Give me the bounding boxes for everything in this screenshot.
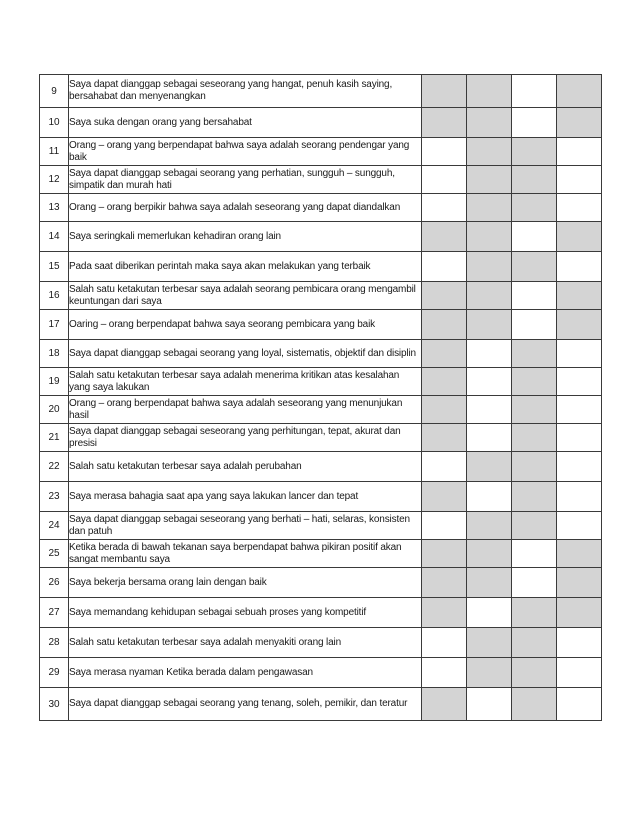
answer-cell-1[interactable] <box>422 452 467 482</box>
table-row <box>40 340 602 368</box>
answer-cell-3[interactable] <box>512 108 557 138</box>
answer-cell-2 <box>467 108 512 138</box>
answer-cell-3[interactable] <box>512 568 557 598</box>
answer-cell-2 <box>467 75 512 108</box>
row-number: 26 <box>40 568 69 598</box>
answer-cell-4[interactable] <box>557 452 602 482</box>
answer-cell-3[interactable] <box>512 282 557 310</box>
statement-text: Saya seringkali memerlukan kehadiran orang lain <box>69 222 422 252</box>
answer-cell-4[interactable] <box>557 688 602 721</box>
table-row <box>40 540 602 568</box>
table-row <box>40 194 602 222</box>
answer-cell-2 <box>467 310 512 340</box>
table-row <box>40 482 602 512</box>
answer-cell-4[interactable] <box>557 368 602 396</box>
answer-cell-4[interactable] <box>557 252 602 282</box>
answer-cell-4[interactable] <box>557 628 602 658</box>
row-number: 14 <box>40 222 69 252</box>
table-row <box>40 512 602 540</box>
answer-cell-4[interactable] <box>557 658 602 688</box>
answer-cell-4[interactable] <box>557 396 602 424</box>
answer-cell-2 <box>467 252 512 282</box>
answer-cell-3 <box>512 424 557 452</box>
answer-cell-1 <box>422 340 467 368</box>
answer-cell-2[interactable] <box>467 482 512 512</box>
answer-cell-4 <box>557 222 602 252</box>
statement-text: Orang – orang berpendapat bahwa saya adalah seseorang yang menunjukan hasil <box>69 396 422 424</box>
table-row <box>40 688 602 721</box>
statement-text: Orang – orang yang berpendapat bahwa saya adalah seorang pendengar yang baik <box>69 138 422 166</box>
statement-text: Saya dapat dianggap sebagai seorang yang perhatian, sungguh – sungguh, simpatik dan murah hati <box>69 166 422 194</box>
answer-cell-1 <box>422 688 467 721</box>
row-number: 20 <box>40 396 69 424</box>
row-number: 29 <box>40 658 69 688</box>
row-number: 10 <box>40 108 69 138</box>
answer-cell-3 <box>512 512 557 540</box>
row-number: 30 <box>40 688 69 721</box>
answer-cell-4[interactable] <box>557 138 602 166</box>
answer-cell-2 <box>467 568 512 598</box>
table-row <box>40 75 602 108</box>
answer-cell-2 <box>467 452 512 482</box>
statement-text: Saya merasa nyaman Ketika berada dalam pengawasan <box>69 658 422 688</box>
row-number: 19 <box>40 368 69 396</box>
table-row <box>40 108 602 138</box>
table-row <box>40 628 602 658</box>
answer-cell-3 <box>512 166 557 194</box>
table-row <box>40 424 602 452</box>
questionnaire-body <box>40 75 602 721</box>
statement-text: Saya dapat dianggap sebagai seseorang yang perhitungan, tepat, akurat dan presisi <box>69 424 422 452</box>
answer-cell-1 <box>422 598 467 628</box>
answer-cell-1[interactable] <box>422 166 467 194</box>
row-number: 15 <box>40 252 69 282</box>
statement-text: Salah satu ketakutan terbesar saya adalah seorang pembicara orang mengambil keuntungan dari saya <box>69 282 422 310</box>
statement-text: Saya dapat dianggap sebagai seseorang yang berhati – hati, selaras, konsisten dan patuh <box>69 512 422 540</box>
row-number: 21 <box>40 424 69 452</box>
statement-text: Saya dapat dianggap sebagai seorang yang loyal, sistematis, objektif dan disiplin <box>69 340 422 368</box>
answer-cell-1[interactable] <box>422 512 467 540</box>
row-number: 28 <box>40 628 69 658</box>
table-row <box>40 368 602 396</box>
row-number: 25 <box>40 540 69 568</box>
row-number: 18 <box>40 340 69 368</box>
answer-cell-4 <box>557 540 602 568</box>
answer-cell-1 <box>422 310 467 340</box>
answer-cell-2[interactable] <box>467 424 512 452</box>
statement-text: Oaring – orang berpendapat bahwa saya seorang pembicara yang baik <box>69 310 422 340</box>
row-number: 27 <box>40 598 69 628</box>
statement-text: Saya dapat dianggap sebagai seseorang yang hangat, penuh kasih saying, bersahabat dan menyenangkan <box>69 75 422 108</box>
answer-cell-4 <box>557 75 602 108</box>
statement-text: Pada saat diberikan perintah maka saya akan melakukan yang terbaik <box>69 252 422 282</box>
answer-cell-3 <box>512 340 557 368</box>
answer-cell-1 <box>422 108 467 138</box>
answer-cell-3 <box>512 138 557 166</box>
answer-cell-2 <box>467 540 512 568</box>
answer-cell-3 <box>512 628 557 658</box>
answer-cell-2[interactable] <box>467 368 512 396</box>
answer-cell-2 <box>467 658 512 688</box>
table-row <box>40 310 602 340</box>
answer-cell-2[interactable] <box>467 340 512 368</box>
answer-cell-2[interactable] <box>467 396 512 424</box>
answer-cell-1 <box>422 396 467 424</box>
answer-cell-2[interactable] <box>467 598 512 628</box>
statement-text: Salah satu ketakutan terbesar saya adalah menyakiti orang lain <box>69 628 422 658</box>
answer-cell-3 <box>512 452 557 482</box>
answer-cell-1[interactable] <box>422 252 467 282</box>
answer-cell-2 <box>467 282 512 310</box>
answer-cell-2[interactable] <box>467 688 512 721</box>
answer-cell-2 <box>467 512 512 540</box>
answer-cell-1 <box>422 424 467 452</box>
statement-text: Salah satu ketakutan terbesar saya adalah perubahan <box>69 452 422 482</box>
row-number: 17 <box>40 310 69 340</box>
answer-cell-4 <box>557 282 602 310</box>
answer-cell-1 <box>422 282 467 310</box>
row-number: 24 <box>40 512 69 540</box>
row-number: 23 <box>40 482 69 512</box>
answer-cell-3 <box>512 368 557 396</box>
answer-cell-3 <box>512 482 557 512</box>
answer-cell-3[interactable] <box>512 75 557 108</box>
row-number: 9 <box>40 75 69 108</box>
answer-cell-1[interactable] <box>422 194 467 222</box>
answer-cell-4[interactable] <box>557 512 602 540</box>
statement-text: Saya bekerja bersama orang lain dengan baik <box>69 568 422 598</box>
table-row <box>40 658 602 688</box>
table-row <box>40 396 602 424</box>
row-number: 16 <box>40 282 69 310</box>
statement-text: Saya memandang kehidupan sebagai sebuah proses yang kompetitif <box>69 598 422 628</box>
table-row <box>40 568 602 598</box>
answer-cell-1[interactable] <box>422 628 467 658</box>
table-row <box>40 222 602 252</box>
table-row <box>40 166 602 194</box>
answer-cell-4 <box>557 598 602 628</box>
answer-cell-2 <box>467 194 512 222</box>
answer-cell-4[interactable] <box>557 482 602 512</box>
answer-cell-3 <box>512 658 557 688</box>
answer-cell-1[interactable] <box>422 658 467 688</box>
row-number: 11 <box>40 138 69 166</box>
answer-cell-2 <box>467 222 512 252</box>
answer-cell-4[interactable] <box>557 340 602 368</box>
answer-cell-4 <box>557 108 602 138</box>
answer-cell-4 <box>557 568 602 598</box>
answer-cell-3[interactable] <box>512 310 557 340</box>
row-number: 13 <box>40 194 69 222</box>
answer-cell-4[interactable] <box>557 424 602 452</box>
answer-cell-1 <box>422 568 467 598</box>
answer-cell-3 <box>512 396 557 424</box>
answer-cell-2 <box>467 628 512 658</box>
statement-text: Salah satu ketakutan terbesar saya adalah menerima kritikan atas kesalahan yang saya lakukan <box>69 368 422 396</box>
statement-text: Orang – orang berpikir bahwa saya adalah seseorang yang dapat diandalkan <box>69 194 422 222</box>
statement-text: Saya dapat dianggap sebagai seorang yang tenang, soleh, pemikir, dan teratur <box>69 688 422 721</box>
row-number: 22 <box>40 452 69 482</box>
answer-cell-4 <box>557 310 602 340</box>
answer-cell-1 <box>422 222 467 252</box>
row-number: 12 <box>40 166 69 194</box>
answer-cell-1 <box>422 482 467 512</box>
answer-cell-3 <box>512 252 557 282</box>
table-row <box>40 252 602 282</box>
answer-cell-1 <box>422 75 467 108</box>
answer-cell-4[interactable] <box>557 194 602 222</box>
answer-cell-3 <box>512 194 557 222</box>
answer-cell-1[interactable] <box>422 138 467 166</box>
statement-text: Saya suka dengan orang yang bersahabat <box>69 108 422 138</box>
table-row <box>40 598 602 628</box>
questionnaire-table <box>39 74 602 721</box>
answer-cell-3 <box>512 688 557 721</box>
statement-text: Saya merasa bahagia saat apa yang saya lakukan lancer dan tepat <box>69 482 422 512</box>
table-row <box>40 452 602 482</box>
table-row <box>40 138 602 166</box>
answer-cell-1 <box>422 368 467 396</box>
answer-cell-2 <box>467 166 512 194</box>
answer-cell-3[interactable] <box>512 222 557 252</box>
answer-cell-3[interactable] <box>512 540 557 568</box>
answer-cell-1 <box>422 540 467 568</box>
answer-cell-3 <box>512 598 557 628</box>
answer-cell-2 <box>467 138 512 166</box>
statement-text: Ketika berada di bawah tekanan saya berpendapat bahwa pikiran positif akan sangat membantu saya <box>69 540 422 568</box>
answer-cell-4[interactable] <box>557 166 602 194</box>
table-row <box>40 282 602 310</box>
